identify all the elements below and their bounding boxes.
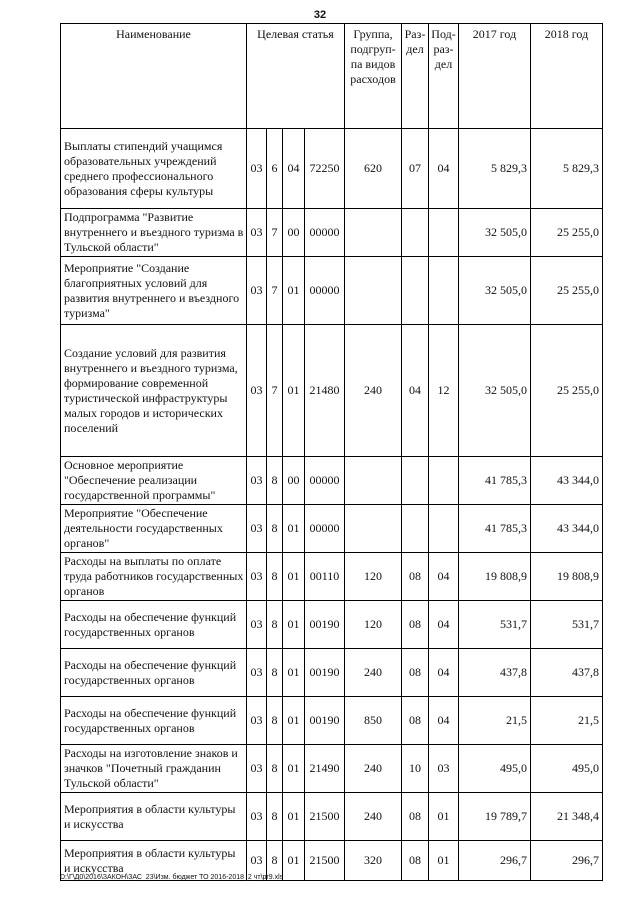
amount-2018: 25 255,0 — [531, 325, 603, 457]
file-path-footer: D:\Г\Д0\2016\ЗАКОН\ЗАС_23\Изм. бюджет ТО 2016-2018_2 чт\pr9.xls — [60, 874, 284, 881]
amount-2018: 21 348,4 — [531, 793, 603, 841]
row-name: Мероприятие "Обеспечение деятельности государственных органов" — [61, 505, 247, 553]
target-code-3: 01 — [283, 841, 305, 881]
target-code-1: 03 — [247, 553, 267, 601]
section-code: 08 — [402, 649, 429, 697]
amount-2017: 5 829,3 — [459, 129, 531, 209]
table-row — [61, 209, 603, 257]
target-code-1: 03 — [247, 601, 267, 649]
table-row — [61, 505, 603, 553]
target-code-1: 03 — [247, 129, 267, 209]
row-name: Мероприятия в области культуры и искусства — [61, 793, 247, 841]
target-code-2: 7 — [267, 325, 283, 457]
target-code-3: 01 — [283, 553, 305, 601]
target-code-1: 03 — [247, 649, 267, 697]
target-code-2: 8 — [267, 601, 283, 649]
target-code-1: 03 — [247, 457, 267, 505]
target-code-4: 72250 — [305, 129, 345, 209]
target-code-3: 00 — [283, 457, 305, 505]
group-code: 120 — [345, 601, 402, 649]
section-code: 08 — [402, 601, 429, 649]
target-code-2: 8 — [267, 841, 283, 881]
target-code-4: 21480 — [305, 325, 345, 457]
header-section: Раз-дел — [402, 24, 429, 129]
row-name: Подпрограмма "Развитие внутреннего и въездного туризма в Тульской области" — [61, 209, 247, 257]
amount-2017: 531,7 — [459, 601, 531, 649]
group-code — [345, 209, 402, 257]
target-code-2: 8 — [267, 505, 283, 553]
subsection-code: 04 — [429, 697, 459, 745]
target-code-3: 01 — [283, 697, 305, 745]
group-code: 240 — [345, 649, 402, 697]
group-code: 240 — [345, 793, 402, 841]
target-code-4: 00000 — [305, 505, 345, 553]
target-code-1: 03 — [247, 505, 267, 553]
target-code-2: 7 — [267, 257, 283, 325]
target-code-3: 01 — [283, 601, 305, 649]
target-code-2: 8 — [267, 457, 283, 505]
amount-2018: 5 829,3 — [531, 129, 603, 209]
amount-2017: 21,5 — [459, 697, 531, 745]
target-code-4: 21500 — [305, 841, 345, 881]
amount-2017: 32 505,0 — [459, 257, 531, 325]
section-code: 10 — [402, 745, 429, 793]
group-code: 620 — [345, 129, 402, 209]
target-code-1: 03 — [247, 745, 267, 793]
target-code-2: 8 — [267, 793, 283, 841]
header-subsection: Под-раз-дел — [429, 24, 459, 129]
subsection-code — [429, 457, 459, 505]
row-name: Мероприятие "Создание благоприятных условий для развития внутреннего и въездного туризма" — [61, 257, 247, 325]
amount-2018: 43 344,0 — [531, 505, 603, 553]
table-row — [61, 553, 603, 601]
group-code — [345, 505, 402, 553]
subsection-code: 01 — [429, 841, 459, 881]
subsection-code — [429, 209, 459, 257]
subsection-code: 04 — [429, 649, 459, 697]
amount-2018: 296,7 — [531, 841, 603, 881]
target-code-2: 8 — [267, 745, 283, 793]
target-code-2: 6 — [267, 129, 283, 209]
amount-2017: 41 785,3 — [459, 457, 531, 505]
row-name: Мероприятия в области культуры и искусства — [61, 841, 247, 881]
table-row — [61, 601, 603, 649]
target-code-4: 21500 — [305, 793, 345, 841]
group-code — [345, 257, 402, 325]
section-code: 04 — [402, 325, 429, 457]
target-code-4: 00190 — [305, 697, 345, 745]
section-code: 07 — [402, 129, 429, 209]
amount-2017: 19 808,9 — [459, 553, 531, 601]
header-name: Наименование — [61, 24, 247, 129]
target-code-4: 21490 — [305, 745, 345, 793]
amount-2018: 43 344,0 — [531, 457, 603, 505]
target-code-1: 03 — [247, 697, 267, 745]
row-name: Создание условий для развития внутреннего и въездного туризма, формирование современной туристической инфраструктуры малых городов и исторических поселений — [61, 325, 247, 457]
row-name: Расходы на изготовление знаков и значков "Почетный гражданин Тульской области" — [61, 745, 247, 793]
amount-2017: 32 505,0 — [459, 325, 531, 457]
group-code — [345, 457, 402, 505]
section-code: 08 — [402, 697, 429, 745]
target-code-1: 03 — [247, 841, 267, 881]
target-code-4: 00000 — [305, 457, 345, 505]
group-code: 240 — [345, 745, 402, 793]
amount-2018: 25 255,0 — [531, 209, 603, 257]
group-code: 120 — [345, 553, 402, 601]
target-code-2: 8 — [267, 649, 283, 697]
section-code: 08 — [402, 841, 429, 881]
group-code: 240 — [345, 325, 402, 457]
target-code-4: 00190 — [305, 649, 345, 697]
target-code-2: 8 — [267, 697, 283, 745]
amount-2018: 19 808,9 — [531, 553, 603, 601]
target-code-4: 00110 — [305, 553, 345, 601]
header-2018: 2018 год — [531, 24, 603, 129]
row-name: Расходы на обеспечение функций государственных органов — [61, 601, 247, 649]
subsection-code: 01 — [429, 793, 459, 841]
amount-2018: 531,7 — [531, 601, 603, 649]
subsection-code: 04 — [429, 129, 459, 209]
table-row — [61, 325, 603, 457]
subsection-code: 04 — [429, 553, 459, 601]
target-code-1: 03 — [247, 325, 267, 457]
section-code — [402, 257, 429, 325]
row-name: Расходы на выплаты по оплате труда работников государственных органов — [61, 553, 247, 601]
target-code-3: 01 — [283, 257, 305, 325]
amount-2017: 296,7 — [459, 841, 531, 881]
subsection-code — [429, 257, 459, 325]
section-code — [402, 457, 429, 505]
table-row — [61, 457, 603, 505]
section-code — [402, 209, 429, 257]
row-name: Выплаты стипендий учащимся образовательных учреждений среднего профессионального образования сферы культуры — [61, 129, 247, 209]
target-code-3: 00 — [283, 209, 305, 257]
amount-2017: 437,8 — [459, 649, 531, 697]
target-code-2: 8 — [267, 553, 283, 601]
group-code: 320 — [345, 841, 402, 881]
amount-2018: 25 255,0 — [531, 257, 603, 325]
section-code: 08 — [402, 553, 429, 601]
header-group: Группа, подгруп-па видов расходов — [345, 24, 402, 129]
header-target: Целевая статья — [247, 24, 345, 129]
subsection-code: 03 — [429, 745, 459, 793]
section-code — [402, 505, 429, 553]
amount-2017: 32 505,0 — [459, 209, 531, 257]
budget-table — [60, 23, 603, 881]
subsection-code — [429, 505, 459, 553]
header-2017: 2017 год — [459, 24, 531, 129]
subsection-code: 12 — [429, 325, 459, 457]
table-row — [61, 793, 603, 841]
target-code-1: 03 — [247, 209, 267, 257]
table-row — [61, 745, 603, 793]
row-name: Расходы на обеспечение функций государственных органов — [61, 649, 247, 697]
table-row — [61, 129, 603, 209]
target-code-3: 01 — [283, 745, 305, 793]
target-code-1: 03 — [247, 257, 267, 325]
row-name: Основное мероприятие "Обеспечение реализации государственной программы" — [61, 457, 247, 505]
amount-2017: 495,0 — [459, 745, 531, 793]
target-code-4: 00190 — [305, 601, 345, 649]
amount-2018: 21,5 — [531, 697, 603, 745]
target-code-3: 01 — [283, 649, 305, 697]
amount-2017: 41 785,3 — [459, 505, 531, 553]
section-code: 08 — [402, 793, 429, 841]
target-code-1: 03 — [247, 793, 267, 841]
table-row — [61, 649, 603, 697]
table-body — [61, 129, 603, 881]
target-code-4: 00000 — [305, 209, 345, 257]
table-row — [61, 697, 603, 745]
table-row — [61, 257, 603, 325]
row-name: Расходы на обеспечение функций государственных органов — [61, 697, 247, 745]
page-number: 32 — [313, 9, 327, 21]
amount-2018: 437,8 — [531, 649, 603, 697]
target-code-3: 01 — [283, 505, 305, 553]
amount-2017: 19 789,7 — [459, 793, 531, 841]
target-code-3: 04 — [283, 129, 305, 209]
amount-2018: 495,0 — [531, 745, 603, 793]
target-code-3: 01 — [283, 793, 305, 841]
target-code-4: 00000 — [305, 257, 345, 325]
target-code-2: 7 — [267, 209, 283, 257]
subsection-code: 04 — [429, 601, 459, 649]
header-row — [61, 24, 603, 129]
group-code: 850 — [345, 697, 402, 745]
target-code-3: 01 — [283, 325, 305, 457]
